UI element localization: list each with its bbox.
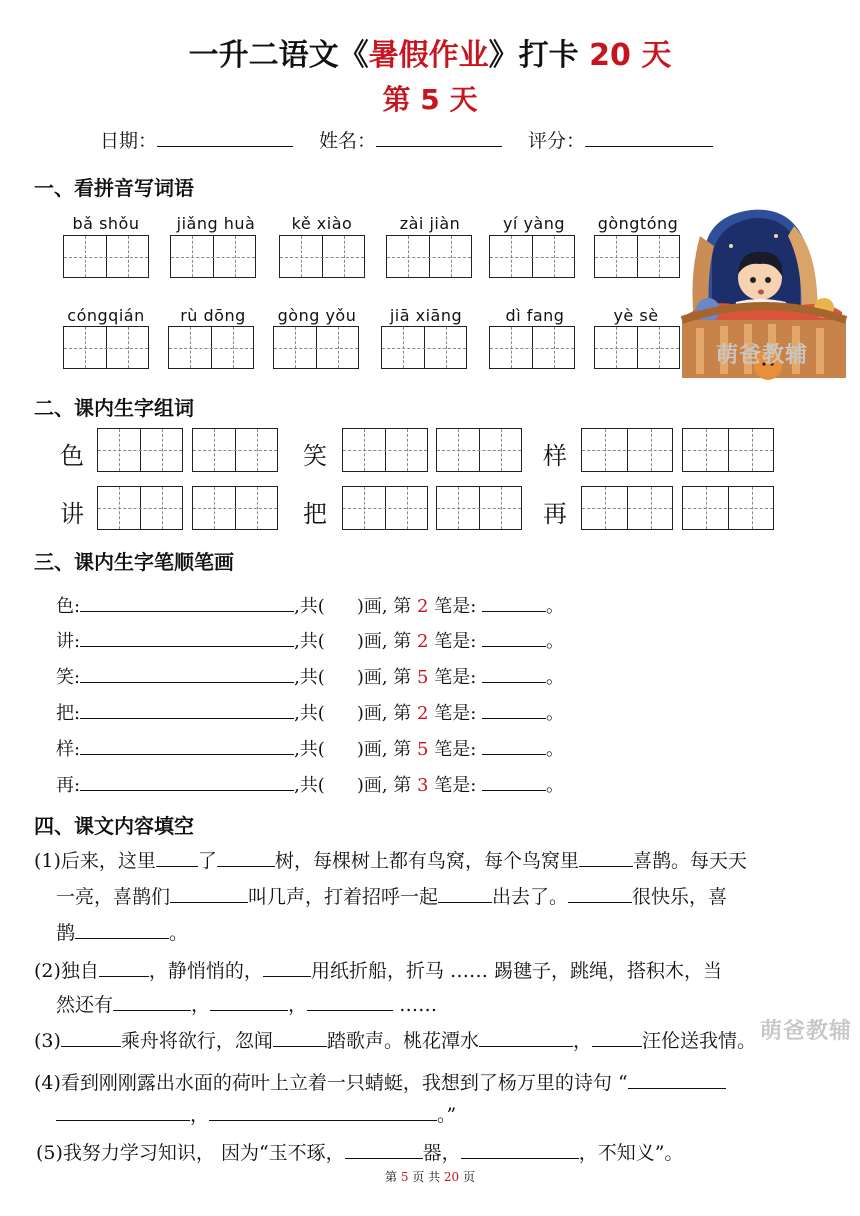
fill-blank[interactable] [263, 959, 311, 977]
fill-blank[interactable] [592, 1029, 642, 1047]
writing-grid[interactable] [168, 326, 254, 369]
fill-blank[interactable] [345, 1141, 423, 1159]
name-label: 姓名： [319, 130, 377, 152]
day-subtitle: 第 5 天 [382, 83, 478, 116]
word-grid[interactable] [436, 428, 522, 472]
stroke-answer-blank[interactable] [482, 630, 546, 647]
word-grid[interactable] [342, 428, 428, 472]
stroke-row: 笑: ,共( )画, 第 5 笔是: 。 [56, 667, 565, 688]
date-blank[interactable] [157, 128, 293, 147]
pinyin-label: yè sè [613, 306, 659, 325]
word-grid[interactable] [97, 428, 183, 472]
writing-grid[interactable] [594, 235, 680, 278]
pinyin-label: jiǎng huà [176, 214, 256, 233]
writing-grid[interactable] [594, 326, 680, 369]
writing-grid[interactable] [489, 235, 575, 278]
fill-blank[interactable] [210, 993, 288, 1011]
page-title: 一升二语文《暑假作业》打卡 20 天 [188, 38, 672, 73]
fill-blank[interactable] [479, 1029, 573, 1047]
word-grid[interactable] [97, 486, 183, 530]
pinyin-label: cóngqián [67, 306, 145, 325]
fill-blank[interactable] [461, 1141, 579, 1159]
fill-blank[interactable] [579, 849, 633, 867]
fill-blank[interactable] [99, 959, 149, 977]
section-4-heading: 四、课文内容填空 [34, 814, 194, 838]
section-2-heading: 二、课内生字组词 [34, 396, 194, 420]
word-grid[interactable] [436, 486, 522, 530]
word-grid[interactable] [682, 428, 774, 472]
stroke-blank[interactable] [80, 666, 294, 683]
stroke-answer-blank[interactable] [482, 666, 546, 683]
word-grid[interactable] [581, 428, 673, 472]
fill-blank[interactable] [209, 1103, 437, 1121]
group-char: 再 [543, 500, 567, 528]
writing-grid[interactable] [273, 326, 359, 369]
pinyin-label: rù dōng [180, 306, 246, 325]
score-blank[interactable] [585, 128, 713, 147]
fill-blank[interactable] [307, 993, 393, 1011]
writing-grid[interactable] [63, 235, 149, 278]
stroke-blank[interactable] [80, 595, 294, 612]
page-footer: 第 5 页 共 20 页 [384, 1170, 476, 1184]
fill-question-1: (1)后来，这里 了 树，每棵树上都有鸟窝，每个鸟窝里 喜鹊。每天天 [34, 850, 747, 872]
watermark: 萌爸教辅 [716, 343, 809, 368]
writing-grid[interactable] [279, 235, 365, 278]
watermark: 萌爸教辅 [760, 1019, 853, 1044]
fill-blank[interactable] [438, 885, 492, 903]
stroke-row: 色: ,共( )画, 第 2 笔是: 。 [56, 596, 565, 617]
date-label: 日期： [100, 130, 158, 152]
group-char: 笑 [303, 442, 327, 470]
group-char: 讲 [60, 500, 84, 528]
writing-grid[interactable] [170, 235, 256, 278]
pinyin-label: dì fang [505, 306, 565, 325]
info-line [100, 126, 713, 153]
pinyin-label: bǎ shǒu [72, 214, 140, 233]
fill-blank[interactable] [628, 1071, 726, 1089]
section-1-heading: 一、看拼音写词语 [34, 176, 194, 200]
fill-question-2-cont: 然还有 ， ， …… [56, 994, 438, 1016]
stroke-row: 再: ,共( )画, 第 3 笔是: 。 [56, 775, 565, 796]
pinyin-label: kě xiào [291, 214, 353, 233]
word-grid[interactable] [682, 486, 774, 530]
fill-question-1-cont: 一亮，喜鹊们 叫几声，打着招呼一起 出去了。 很快乐，喜 [56, 886, 728, 908]
group-char: 样 [543, 442, 567, 470]
stroke-blank[interactable] [80, 738, 294, 755]
score-label: 评分： [528, 130, 586, 152]
word-grid[interactable] [342, 486, 428, 530]
fill-blank[interactable] [75, 921, 169, 939]
stroke-answer-blank[interactable] [482, 738, 546, 755]
pinyin-label: jiā xiāng [389, 306, 463, 325]
fill-blank[interactable] [113, 993, 191, 1011]
word-grid[interactable] [581, 486, 673, 530]
name-blank[interactable] [376, 128, 502, 147]
stroke-answer-blank[interactable] [482, 702, 546, 719]
stroke-row: 把: ,共( )画, 第 2 笔是: 。 [56, 703, 565, 724]
pinyin-label: gòngtóng [597, 214, 679, 233]
fill-blank[interactable] [568, 885, 632, 903]
fill-question-3: (3) 乘舟将欲行，忽闻 踏歌声。桃花潭水 ， 汪伦送我情。 [34, 1030, 756, 1052]
fill-question-5: (5)我努力学习知识， 因为“玉不琢， 器， ，不知义”。 [36, 1142, 684, 1164]
fill-blank[interactable] [273, 1029, 327, 1047]
stroke-blank[interactable] [80, 702, 294, 719]
word-grid[interactable] [192, 486, 278, 530]
writing-grid[interactable] [381, 326, 467, 369]
stroke-blank[interactable] [80, 774, 294, 791]
stroke-row: 讲: ,共( )画, 第 2 笔是: 。 [56, 631, 565, 652]
fill-blank[interactable] [61, 1029, 121, 1047]
writing-grid[interactable] [63, 326, 149, 369]
fill-blank[interactable] [56, 1103, 190, 1121]
fill-blank[interactable] [156, 849, 198, 867]
writing-grid[interactable] [489, 326, 575, 369]
fill-question-4: (4)看到刚刚露出水面的荷叶上立着一只蜻蜓，我想到了杨万里的诗句 “ [34, 1068, 726, 1095]
stroke-blank[interactable] [80, 630, 294, 647]
stroke-answer-blank[interactable] [482, 774, 546, 791]
group-char: 把 [303, 500, 327, 528]
word-grid[interactable] [192, 428, 278, 472]
fill-question-1-end: 鹊 。 [56, 922, 189, 944]
pinyin-label: gòng yǒu [277, 306, 357, 325]
section-3-heading: 三、课内生字笔顺笔画 [34, 550, 234, 574]
pinyin-label: zài jiàn [399, 214, 461, 233]
writing-grid[interactable] [386, 235, 472, 278]
fill-blank[interactable] [170, 885, 248, 903]
fill-question-4-cont: ， 。” [56, 1100, 456, 1127]
stroke-row: 样: ,共( )画, 第 5 笔是: 。 [56, 739, 565, 760]
fill-question-2: (2)独自 ，静悄悄的， 用纸折船，折马 …… 踢毽子，跳绳，搭积木，当 [34, 960, 723, 982]
pinyin-label: yí yàng [502, 214, 566, 233]
stroke-answer-blank[interactable] [482, 595, 546, 612]
group-char: 色 [60, 442, 84, 470]
fill-blank[interactable] [217, 849, 275, 867]
